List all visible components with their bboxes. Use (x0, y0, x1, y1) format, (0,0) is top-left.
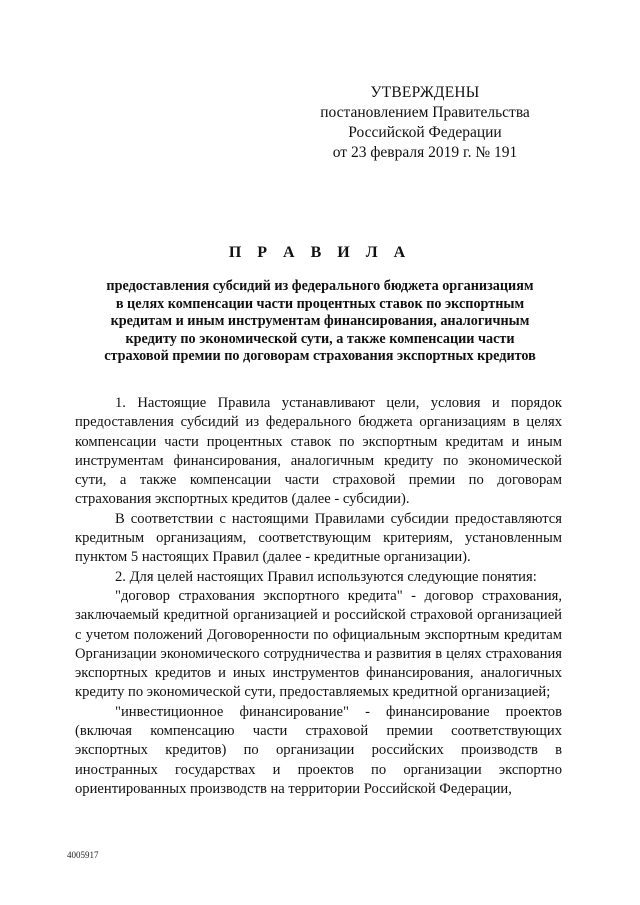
subtitle-line: кредиту по экономической сути, а также компенсации части (125, 330, 515, 347)
definition-export-credit-insurance: "договор страхования экспортного кредита" - договор страхования, заключаемый кредитной организацией и российской страховой организацией с учетом положений Договоренности по официальным экспортным кредитам Организации экономического сотрудничества и развития в целях страхования экспортных кредитов и иных инструментов финансирования, аналогичных кредиту по экономической сути, предоставляемых кредитной организацией; (75, 587, 562, 701)
subtitle-line: кредитам и иным инструментам финансирования, аналогичным (110, 313, 530, 329)
definition-investment-financing: "инвестиционное финансирование" - финансирование проектов (включая компенсацию части страховой премии соответствующих экспортных кредитов) по организации российских производств в иностранных государствах и проектов по организации экспортно ориентированных производств на территории Российской Федерации, (75, 703, 562, 797)
document-body (75, 394, 562, 799)
paragraph-2: В соответствии с настоящими Правилами субсидии предоставляются кредитным организациям, соответствующим критериям, установленным пунктом 5 настоящих Правил (далее - кредитные организации). (75, 510, 562, 566)
document-id: 4005917 (67, 850, 99, 860)
paragraph-3: 2. Для целей настоящих Правил используются следующие понятия: (115, 568, 537, 585)
document-title: П Р А В И Л А (228, 244, 412, 261)
document-subtitle (70, 278, 570, 366)
approval-resolution-line: постановлением Правительства (320, 104, 530, 121)
approval-block (300, 83, 550, 163)
subtitle-line: страховой премии по договорам страхования экспортных кредитов (104, 348, 536, 364)
subtitle-line: предоставления субсидий из федерального бюджета организациям (106, 278, 534, 294)
subtitle-line: в целях компенсации части процентных ставок по экспортным (115, 295, 525, 312)
approval-date-number-line: от 23 февраля 2019 г. № 191 (332, 144, 518, 161)
paragraph-1: 1. Настоящие Правила устанавливают цели, условия и порядок предоставления субсидий из федерального бюджета организациям в целях компенсации части процентных ставок по экспортным кредитам и иным инструментам финансирования, аналогичным кредиту по экономической сути, а также компенсации части страховой премии по договорам страхования экспортных кредитов (далее - субсидии). (75, 395, 562, 508)
approval-country-line: Российской Федерации (348, 124, 502, 141)
approval-heading: УТВЕРЖДЕНЫ (370, 84, 480, 101)
